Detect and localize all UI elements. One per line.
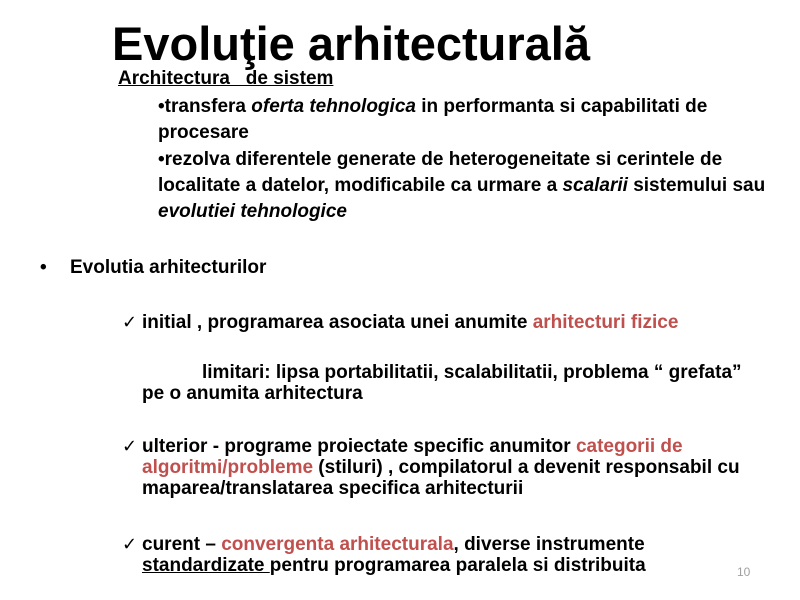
item-text: pentru programarea paralela si distribuita (269, 555, 646, 576)
sub-bullet-1 (158, 94, 758, 146)
bullet-emphasis: evolutiei tehnologice (158, 201, 347, 222)
item-text: initial , programarea asociata unei anumite (142, 312, 533, 333)
bullet-marker: • (158, 96, 165, 117)
item-accent: arhitecturi fizice (532, 312, 679, 333)
bullet-text: in performanta si capabilitati de procesare (158, 96, 708, 143)
sub-bullet-2 (158, 147, 778, 225)
limitari-text: limitari: lipsa portabilitatii, scalabilitatii, problema “ grefata” pe o anumita arhitectura (142, 362, 742, 404)
check-item-text (142, 436, 762, 499)
page-number: 10 (737, 565, 751, 579)
checkmark-icon: ✓ (122, 436, 138, 456)
item-text: , diverse instrumente (453, 534, 645, 555)
checkmark-icon: ✓ (122, 312, 138, 332)
item-text: ulterior - programe proiectate specific anumitor (142, 436, 576, 457)
item-text: curent – (142, 534, 222, 555)
item-accent: categorii de algoritmi/probleme (142, 436, 683, 478)
check-item-text (142, 534, 762, 576)
slide-title: Evoluţie arhitecturală (112, 17, 590, 70)
item-accent: convergenta arhitecturala (221, 534, 454, 555)
bullet-text: sistemului sau (627, 175, 766, 196)
bullet-marker: • (158, 149, 165, 170)
checkmark-icon: ✓ (122, 534, 138, 554)
main-bullet (40, 255, 266, 281)
main-bullet-label: Evolutia arhitecturilor (70, 257, 267, 278)
bullet-text: transfera (164, 96, 252, 117)
check-item-text (142, 312, 762, 333)
subheading: Architectura de sistem (118, 68, 334, 89)
item-underlined: standardizate (142, 555, 270, 576)
bullet-emphasis: scalarii (562, 175, 628, 196)
check-item-curent (122, 534, 762, 576)
bullet-emphasis: oferta tehnologica (251, 96, 416, 117)
item-text: (stiluri) , compilatorul a devenit responsabil cu maparea/translatarea specifica arhitecturii (142, 457, 740, 499)
bullet-marker: • (40, 257, 47, 278)
check-item-ulterior (122, 436, 762, 499)
bullet-text: rezolva diferentele generate de heterogeneitate si cerintele de localitate a datelor, modificabile ca urmare a (158, 149, 723, 196)
check-item-initial (122, 312, 762, 333)
